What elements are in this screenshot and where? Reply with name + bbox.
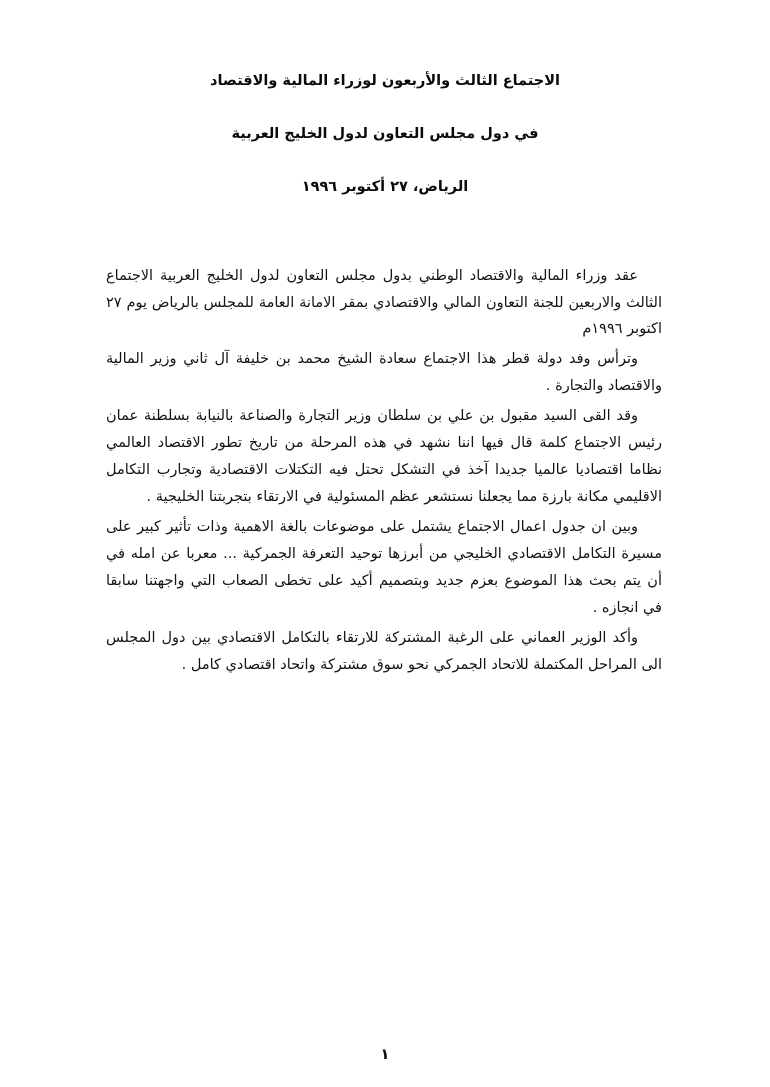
- paragraph-1: عقد وزراء المالية والاقتصاد الوطني بدول مجلس التعاون لدول الخليج العربية الاجتماع الثالث والاربعين للجنة التعاون المالي والاقتصادي بمقر الامانة العامة للمجلس بالرياض يوم ٢٧ اكتوبر ١٩٩٦م: [106, 267, 662, 338]
- document-body: [106, 263, 662, 680]
- document-title: [0, 0, 770, 197]
- page-number: ١: [380, 1045, 390, 1063]
- title-line-3: الرياض، ٢٧ أكتوبر ١٩٩٦: [301, 178, 469, 195]
- title-line-1: الاجتماع الثالث والأربعون لوزراء المالية والاقتصاد: [210, 73, 560, 89]
- paragraph-2: وترأس وفد دولة قطر هذا الاجتماع سعادة الشيخ محمد بن خليفة آل ثاني وزير المالية والاقتصاد والتجارة .: [106, 351, 662, 395]
- paragraph-5: وأكد الوزير العماني على الرغبة المشتركة للارتقاء بالتكامل الاقتصادي بين دول المجلس الى المراحل المكتملة للاتحاد الجمركي نحو سوق مشتركة واتحاد اقتصادي كامل .: [106, 630, 662, 674]
- title-line-2: في دول مجلس التعاون لدول الخليج العربية: [231, 125, 539, 142]
- paragraph-3: وقد القى السيد مقبول بن علي بن سلطان وزير التجارة والصناعة بالنيابة بسلطنة عمان رئيس الاجتماع كلمة قال فيها اننا نشهد في هذه المرحلة من تاريخ تطور الاقتصاد العالمي نظاما اقتصاديا عالميا جديدا آخذ في التشكل تحتل فيه التكتلات الاقتصادية وتجارب التكامل الاقليمي مكانة بارزة مما يجعلنا نستشعر عظم المسئولية في الارتقاء بتجربتنا الخليجية .: [106, 408, 662, 506]
- paragraph-4: وبين ان جدول اعمال الاجتماع يشتمل على موضوعات بالغة الاهمية وذات تأثير كبير على مسيرة التكامل الاقتصادي الخليجي من أبرزها توحيد التعرفة الجمركية ... معربا عن امله في أن يتم بحث هذا الموضوع بعزم جديد وبتصميم أكيد على تخطى الصعاب التي واجهتنا سابقا في انجازه .: [106, 519, 662, 617]
